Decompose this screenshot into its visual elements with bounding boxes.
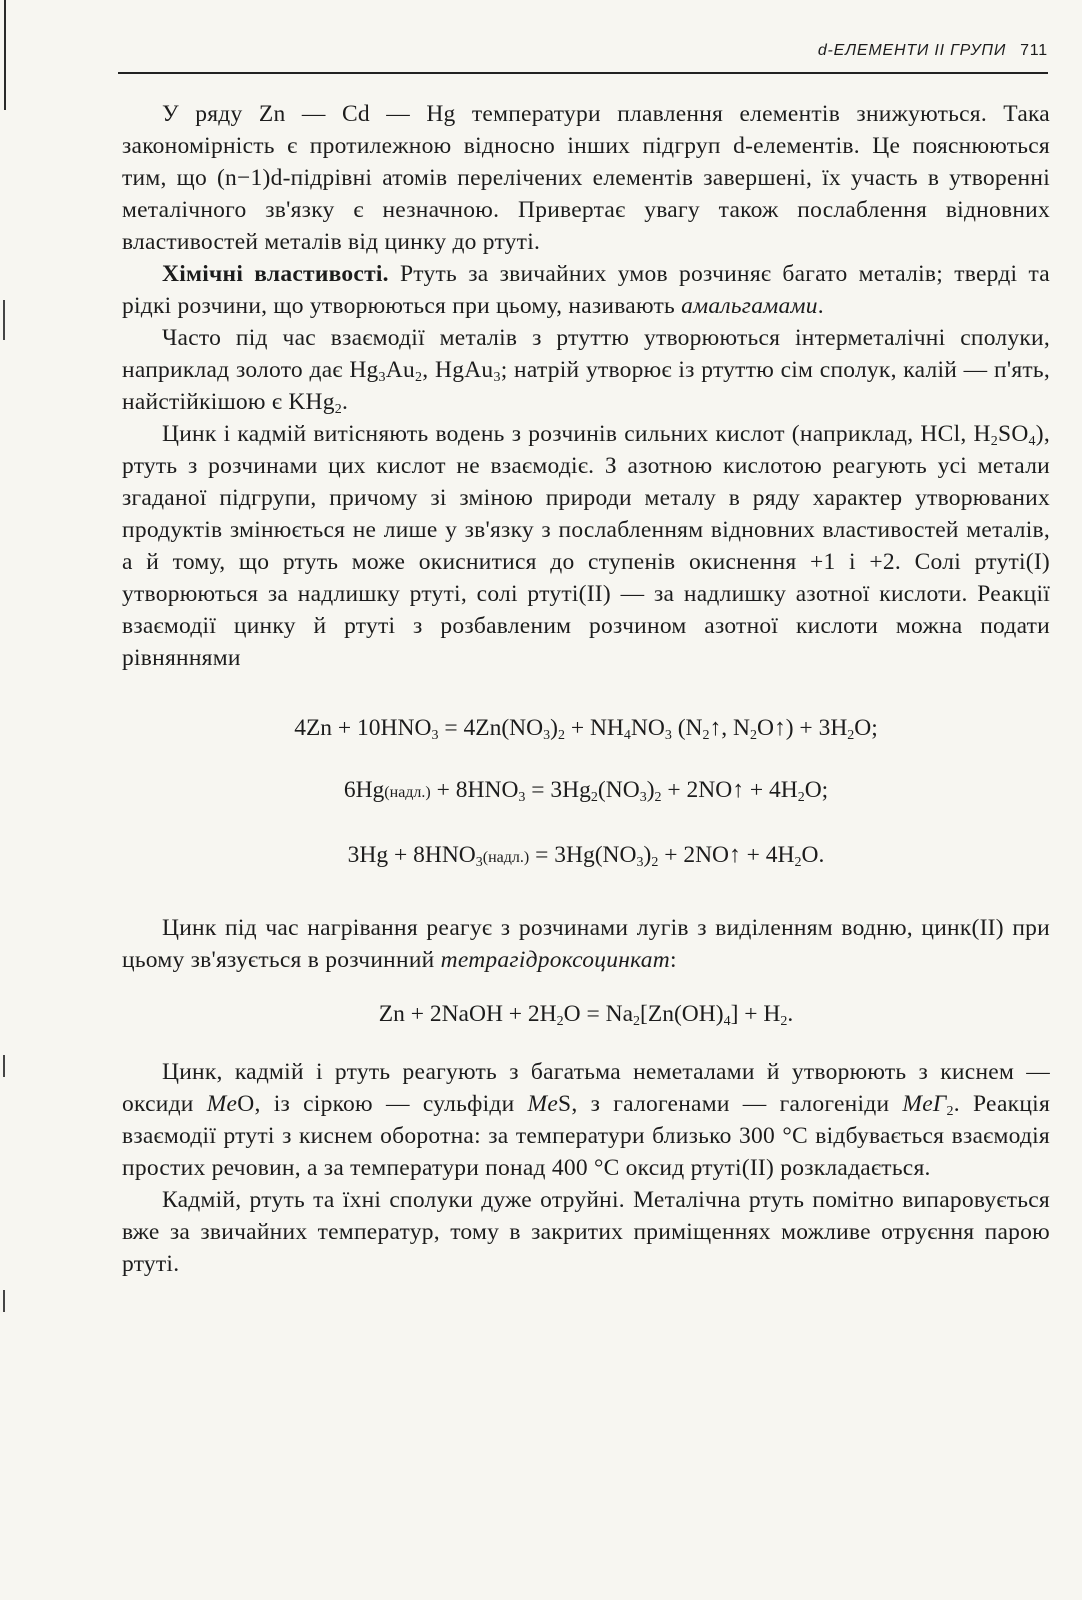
text: : (670, 947, 677, 973)
equation-mercury-excess: 6Hg(надл.) + $8HNO_3 = 3Hg_2(NO_3)_2$ + 2NO↑ + $4H_2O$; (343, 777, 829, 805)
paragraph-melting-points: У ряду Zn — Cd — Hg температури плавлення елементів знижуються. Така закономірність є протилежною відносно інших підгруп d-елементів. Це пояснюються тим, що (n−1)d-підрівні атомів перелічених елементів завершені, їх участь в утворенні металічного зв'язку є незначною. Привертає увагу також послаблення відновних властивостей металів від цинку до ртуті. (122, 101, 1050, 255)
paragraph-toxicity: Кадмій, ртуть та їхні сполуки дуже отруйні. Металічна ртуть помітно випаровується вже за звичайних температур, тому в закритих приміщеннях можливе отруєння парою ртуті. (122, 1187, 1050, 1277)
text: Часто під час взаємодії металів з ртуттю утворюються інтерметалічні сполуки, наприклад золото дає Hg (122, 325, 1050, 383)
subscript: 3 (378, 370, 386, 385)
paragraph-chemical-properties (122, 258, 1050, 322)
text: Ртуть за звичайних умов розчиняє багато металів; тверді та рідкі розчини, що утворюються при цьому, називають (122, 261, 1050, 319)
equation-zinc-nitric-acid: $4Zn + 10HNO_3 = 4Zn(NO_3)_2 + NH_4NO_3$ ($N_2↑$, $N_2O↑) + 3H_2O$; (294, 715, 878, 743)
symbol-me-halide: MeГ (902, 1091, 947, 1117)
paragraph-intermetallic (122, 322, 1050, 418)
text: , HgAu (422, 357, 494, 383)
text: Цинк і кадмій витісняють водень з розчинів сильних кислот (наприклад, HCl, H (162, 421, 991, 447)
text: . Реакція взаємодії ртуті з киснем оборотна: за температури близько 300 °C відбувається взаємодія простих речовин, а за температури понад 400 °C оксид ртуті(II) розкладається. (122, 1091, 1051, 1181)
subscript: 4 (1028, 434, 1036, 449)
running-header (118, 42, 1048, 74)
text: . (342, 389, 349, 415)
text: SO (998, 421, 1029, 447)
equation-zinc-naoh: Zn + 2NaOH + $2H_2O = Na_2[Zn(OH)_4] + H_2$. (378, 1001, 794, 1029)
symbol-me: Me (206, 1091, 238, 1117)
subscript: 2 (946, 1104, 954, 1119)
term-tetrahydroxozincate: тетрагідроксоцинкат (440, 947, 670, 973)
subscript: 2 (334, 402, 343, 417)
page-number: 711 (1020, 42, 1048, 59)
subscript: 3 (493, 370, 501, 385)
text: ; натрій утворює із ртуттю сім сполук, калій — п'ять, найстійкішою є KHg (122, 357, 1050, 415)
paragraph-acids (122, 418, 1050, 674)
subscript: 2 (990, 434, 998, 449)
page-edge-mark (3, 1055, 5, 1077)
text: . (817, 293, 824, 319)
text: Цинк під час нагрівання реагує з розчинами лугів з виділенням водню, цинк(II) при цьому зв'язується в розчинний (122, 915, 1050, 973)
paragraph-nonmetals (122, 1056, 1050, 1184)
subscript: 2 (415, 370, 423, 385)
symbol-me: Me (527, 1091, 559, 1117)
text: O, із сіркою — сульфіди (237, 1091, 528, 1117)
equation-nitric-excess: $3Hg + 8HNO_3(надл.) = 3Hg(NO_3)_2$ + 2NO↑ + $4H_2O$. (347, 842, 825, 870)
page-edge-line (4, 0, 6, 110)
page-edge-mark (3, 1290, 5, 1312)
paragraph-alkali (122, 912, 1050, 976)
text: ), ртуть з розчинами цих кислот не взаємодіє. З азотною кислотою реагують усі метали згаданої підгрупи, причому зі зміною природи металу в ряду характер утворюваних продуктів змінюється не лише у зв'язку з послабленням відновних властивостей металів, а й тому, що ртуть може окиснитися до ступенів окиснення +1 і +2. Солі ртуті(I) утворюються за надлишку ртуті, солі ртуті(II) — за надлишку азотної кислоти. Реакції взаємодії цинку й ртуті з розбавленим розчином азотної кислоти можна подати рівняннями (122, 421, 1050, 671)
term-amalgams: амальгамами (681, 293, 818, 319)
text: Au (385, 357, 416, 383)
page-body (122, 98, 1050, 1280)
text: Цинк, кадмій і ртуть реагують з багатьма неметалами й утворюють з киснем — оксиди (122, 1059, 1050, 1117)
text: S, з галогенами — галогеніди (558, 1091, 903, 1117)
header-title: d-ЕЛЕМЕНТИ II ГРУПИ (817, 42, 1007, 59)
section-heading: Хімічні властивості. (162, 261, 389, 287)
page-edge-mark (3, 300, 5, 340)
